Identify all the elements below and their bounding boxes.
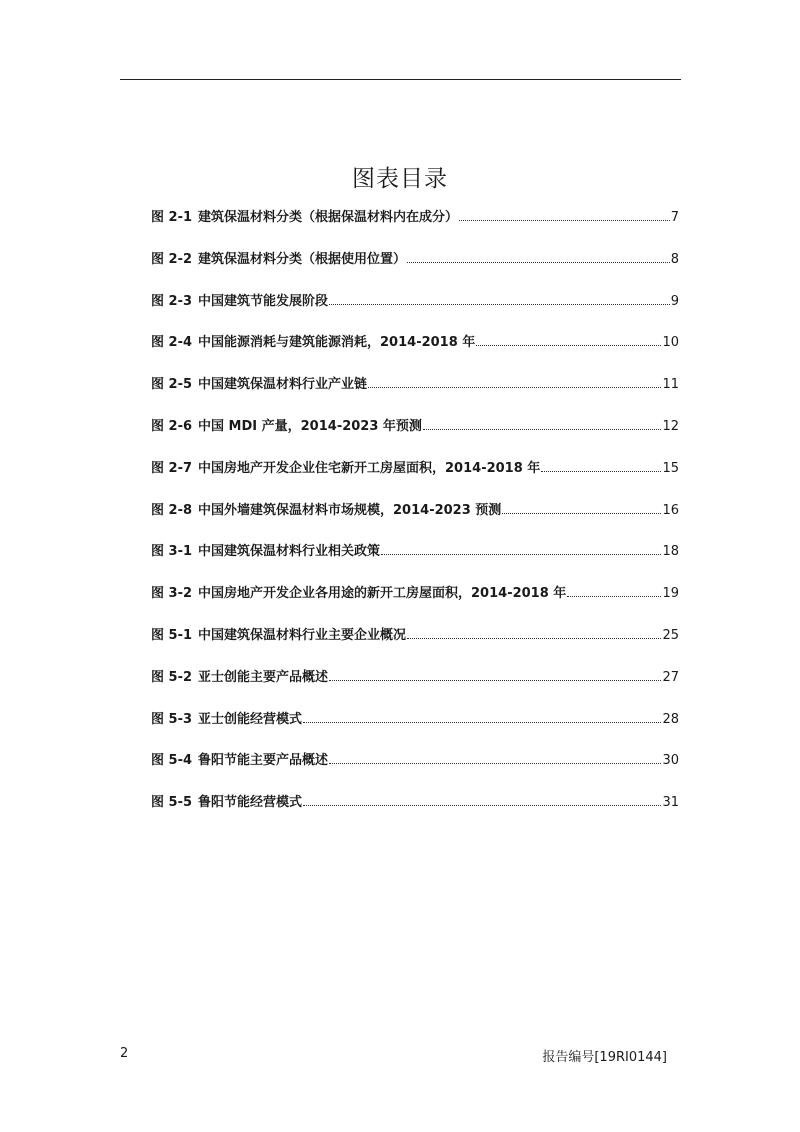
toc-entry-text: 中国能源消耗与建筑能源消耗，2014-2018 年 (198, 335, 476, 351)
toc-entry-title (151, 208, 458, 228)
toc-entry-text: 中国房地产开发企业各用途的新开工房屋面积，2014-2018 年 (198, 586, 567, 602)
toc-entry-number: 图 5-2 (151, 669, 193, 685)
toc-entry-page: 25 (662, 627, 679, 643)
page-title: 图表目录 (352, 166, 448, 192)
toc-entry-title (151, 250, 406, 270)
toc-leader (541, 459, 661, 472)
toc-leader (368, 375, 661, 388)
toc-entry[interactable] (151, 417, 679, 459)
header-rule (120, 79, 681, 80)
toc-entry-page: 9 (670, 293, 679, 309)
toc-leader (329, 292, 670, 305)
toc-entry-text: 中国建筑节能发展阶段 (198, 293, 329, 309)
toc-entry-page: 27 (662, 669, 679, 685)
toc-leader (567, 584, 661, 597)
toc-entry-number: 图 5-3 (151, 711, 193, 727)
toc-entry[interactable] (151, 542, 679, 584)
toc-entry-title (151, 501, 501, 521)
toc-entry-title (151, 626, 406, 646)
toc-entry-number: 图 3-2 (151, 586, 193, 602)
toc-list (151, 208, 679, 835)
toc-entry-text: 中国建筑保温材料行业主要企业概况 (198, 627, 407, 643)
toc-leader (329, 751, 661, 764)
toc-entry-text: 中国外墙建筑保温材料市场规模，2014-2023 预测 (198, 502, 502, 518)
toc-leader (303, 793, 661, 806)
toc-entry-number: 图 3-1 (151, 544, 193, 560)
toc-leader (407, 250, 670, 263)
toc-entry[interactable] (151, 501, 679, 543)
toc-leader (459, 208, 670, 221)
toc-entry-number: 图 2-4 (151, 335, 193, 351)
toc-entry[interactable] (151, 208, 679, 250)
toc-entry-text: 亚士创能经营模式 (198, 711, 303, 727)
toc-entry-number: 图 5-4 (151, 753, 193, 769)
toc-entry[interactable] (151, 710, 679, 752)
toc-entry-title (151, 459, 540, 479)
toc-entry-title (151, 292, 328, 312)
toc-entry-number: 图 2-7 (151, 460, 193, 476)
toc-entry-page: 19 (662, 586, 679, 602)
toc-entry-title (151, 793, 302, 813)
toc-entry-title (151, 668, 328, 688)
toc-entry-page: 12 (662, 418, 679, 434)
toc-entry-text: 中国 MDI 产量，2014-2023 年预测 (198, 418, 422, 434)
toc-entry[interactable] (151, 626, 679, 668)
toc-entry-number: 图 5-1 (151, 627, 193, 643)
toc-entry-page: 8 (670, 251, 679, 267)
toc-entry-title (151, 417, 422, 437)
toc-entry-number: 图 2-1 (151, 210, 193, 225)
toc-entry-number: 图 2-8 (151, 502, 193, 518)
toc-entry-title (151, 542, 380, 562)
toc-entry-number: 图 2-2 (151, 251, 193, 267)
toc-entry-page: 7 (670, 210, 679, 225)
toc-entry-page: 16 (662, 502, 679, 518)
toc-entry[interactable] (151, 333, 679, 375)
toc-leader (303, 710, 661, 723)
toc-entry-page: 31 (662, 795, 679, 811)
toc-entry-text: 建筑保温材料分类（根据使用位置） (198, 251, 407, 267)
toc-entry[interactable] (151, 375, 679, 417)
toc-entry-number: 图 2-6 (151, 418, 193, 434)
toc-entry-page: 10 (662, 335, 679, 351)
footer-page-number: 2 (120, 1046, 129, 1061)
toc-entry[interactable] (151, 751, 679, 793)
toc-leader (423, 417, 662, 430)
toc-entry-title (151, 375, 367, 395)
toc-leader (476, 333, 661, 346)
toc-entry-text: 亚士创能主要产品概述 (198, 669, 329, 685)
toc-entry-page: 28 (662, 711, 679, 727)
footer-report-code: 报告编号[19RI0144] (542, 1050, 667, 1065)
toc-leader (381, 542, 661, 555)
toc-entry[interactable] (151, 793, 679, 835)
toc-entry[interactable] (151, 250, 679, 292)
toc-leader (407, 626, 661, 639)
toc-entry-page: 15 (662, 460, 679, 476)
toc-entry-number: 图 2-3 (151, 293, 193, 309)
toc-entry-title (151, 751, 328, 771)
toc-entry[interactable] (151, 584, 679, 626)
toc-entry-text: 中国建筑保温材料行业相关政策 (198, 544, 381, 560)
toc-leader (329, 668, 661, 681)
toc-entry-text: 鲁阳节能主要产品概述 (198, 753, 329, 769)
toc-entry-text: 鲁阳节能经营模式 (198, 795, 303, 811)
toc-entry[interactable] (151, 668, 679, 710)
toc-leader (502, 501, 661, 514)
toc-entry-page: 11 (662, 377, 679, 393)
toc-entry-text: 中国建筑保温材料行业产业链 (198, 377, 368, 393)
toc-entry-page: 30 (662, 753, 679, 769)
toc-entry-title (151, 710, 302, 730)
toc-entry[interactable] (151, 459, 679, 501)
toc-entry-title (151, 584, 566, 604)
toc-entry-title (151, 333, 475, 353)
toc-entry-text: 中国房地产开发企业住宅新开工房屋面积，2014-2018 年 (198, 460, 541, 476)
toc-entry-text: 建筑保温材料分类（根据保温材料内在成分） (198, 210, 459, 225)
toc-entry-number: 图 2-5 (151, 377, 193, 393)
toc-entry[interactable] (151, 292, 679, 334)
toc-entry-page: 18 (662, 544, 679, 560)
toc-entry-number: 图 5-5 (151, 795, 193, 811)
